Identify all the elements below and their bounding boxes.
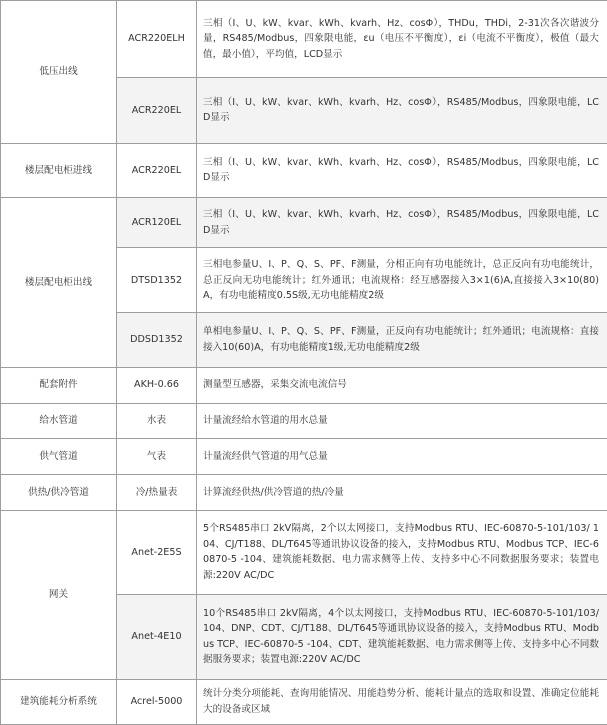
category-cell: 低压出线	[1, 1, 117, 144]
description-cell: 三相电参量U、I、P、Q、S、PF、F测量，分相正向有功电能统计，总正反向有功电能统计，总正反向无功电能统计；红外通讯；电流规格：经互感器接入3×1(6)A,直接接入3×10(80)A，有功电能精度0.5S级,无功电能精度2级	[197, 248, 607, 313]
category-cell: 供热/供冷管道	[1, 475, 117, 511]
category-cell: 配套附件	[1, 367, 117, 403]
description-cell: 三相（I、U、kW、kvar、kWh、kvarh、Hz、cosΦ），THDu，THDi，2-31次各次谐波分量，RS485/Modbus，四象限电能，εu（电压不平衡度），εi（电流不平衡度），极值（最大值，最小值），平均值，LCD显示	[197, 1, 607, 78]
model-cell: AKH-0.66	[117, 367, 197, 403]
description-cell: 计量流经给水管道的用水总量	[197, 403, 607, 439]
table-row	[1, 511, 607, 594]
category-cell: 网关	[1, 511, 117, 679]
description-cell: 计量流经供气管道的用气总量	[197, 439, 607, 475]
category-cell: 建筑能耗分析系统	[1, 679, 117, 724]
model-cell: 冷/热量表	[117, 475, 197, 511]
category-cell: 楼层配电柜出线	[1, 198, 117, 367]
model-cell: DDSD1352	[117, 313, 197, 367]
description-cell: 三相（I、U、kW、kvar、kWh、kvarh、Hz、cosΦ），RS485/Modbus，四象限电能，LCD显示	[197, 198, 607, 248]
category-cell: 给水管道	[1, 403, 117, 439]
description-cell: 三相（I、U、kW、kvar、kWh、kvarh、Hz、cosΦ），RS485/Modbus，四象限电能，LCD显示	[197, 78, 607, 144]
table-row	[1, 143, 607, 197]
table-row	[1, 439, 607, 475]
description-cell: 10个RS485串口 2kV隔离，4个以太网接口，支持Modbus RTU、IEC-60870-5-101/103/ 104、DNP、CDT、CJ/T188、DL/T645等通讯协议设备的接入，支持Modbus RTU、Modbus TCP、IEC-60870-5 -104、CDT、建筑能耗数据、电力需求侧等上传、支持多中心不同数据服务要求；装置电源:220V AC/DC	[197, 594, 607, 679]
model-cell: ACR120EL	[117, 198, 197, 248]
model-cell: Anet-4E10	[117, 594, 197, 679]
description-cell: 5个RS485串口 2kV隔离，2个以太网接口，支持Modbus RTU、IEC-60870-5-101/103/ 104、CJ/T188、DL/T645等通讯协议设备的接入，支持Modbus RTU、Modbus TCP、IEC-60870-5 -104、建筑能耗数据、电力需求侧等上传、支持多中心不同数据服务要求；装置电源:220V AC/DC	[197, 511, 607, 594]
model-cell: ACR220ELH	[117, 1, 197, 78]
description-cell: 单相电参量U、I、P、Q、S、PF、F测量，正反向有功电能统计；红外通讯；电流规格：直接接入10(60)A，有功电能精度1级,无功电能精度2级	[197, 313, 607, 367]
model-cell: DTSD1352	[117, 248, 197, 313]
description-cell: 统计分类分项能耗、查询用能情况、用能趋势分析、能耗计量点的选取和设置、准确定位能耗大的设备或区域	[197, 679, 607, 724]
description-cell: 计算流经供热/供冷管道的热/冷量	[197, 475, 607, 511]
table-row	[1, 403, 607, 439]
model-cell: ACR220EL	[117, 78, 197, 144]
model-cell: 气表	[117, 439, 197, 475]
table-row	[1, 1, 607, 78]
description-cell: 测量型互感器，采集交流电流信号	[197, 367, 607, 403]
table-row	[1, 367, 607, 403]
description-cell: 三相（I、U、kW、kvar、kWh、kvarh、Hz、cosΦ），RS485/Modbus，四象限电能，LCD显示	[197, 143, 607, 197]
category-cell: 楼层配电柜进线	[1, 143, 117, 197]
model-cell: Anet-2E5S	[117, 511, 197, 594]
model-cell: 水表	[117, 403, 197, 439]
table-row	[1, 198, 607, 248]
table-row	[1, 679, 607, 724]
model-cell: ACR220EL	[117, 143, 197, 197]
model-cell: Acrel-5000	[117, 679, 197, 724]
category-cell: 供气管道	[1, 439, 117, 475]
table-row	[1, 475, 607, 511]
